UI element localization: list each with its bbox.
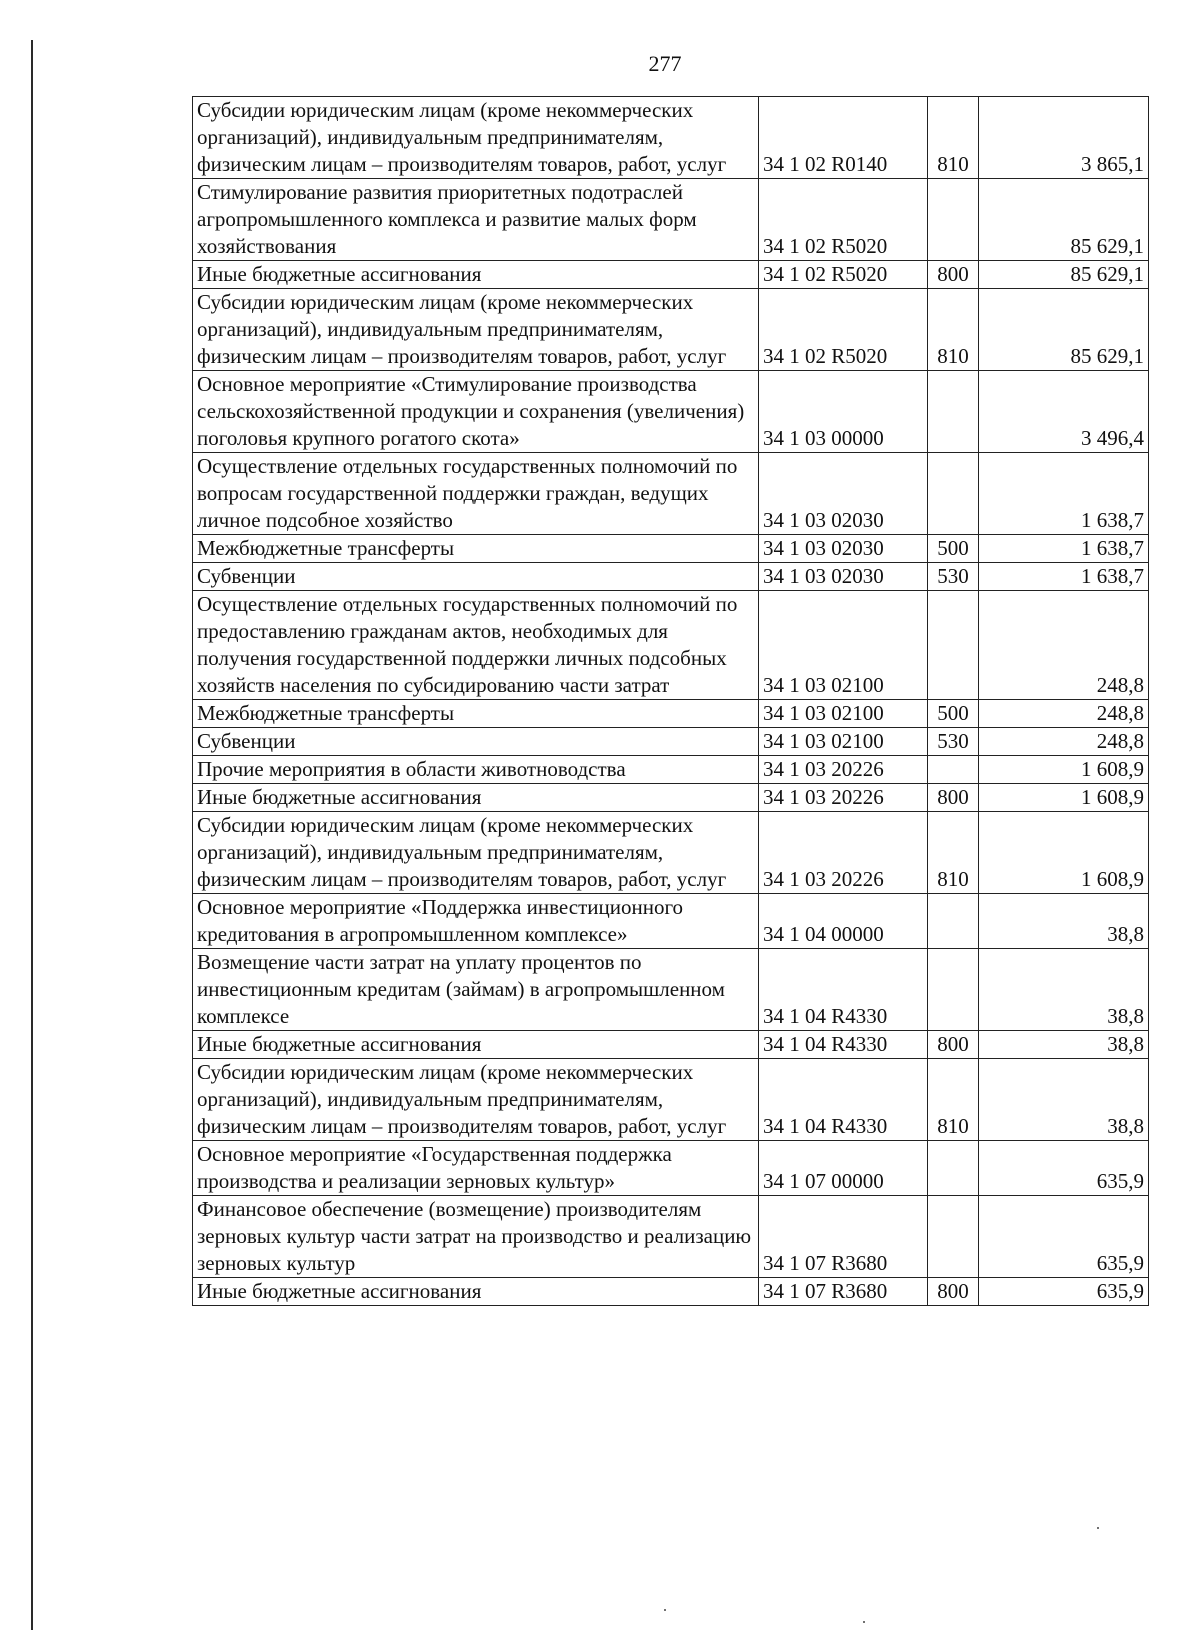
row-code-cell: 34 1 04 R4330 (759, 949, 928, 1031)
table-row (193, 289, 1149, 371)
row-sum-cell: 635,9 (979, 1278, 1149, 1306)
row-sum-cell: 38,8 (979, 1059, 1149, 1141)
row-sum-cell: 38,8 (979, 894, 1149, 949)
row-name-cell: Основное мероприятие «Государственная поддержка производства и реализации зерновых культур» (193, 1141, 759, 1196)
row-code-cell: 34 1 03 02030 (759, 453, 928, 535)
scan-speck (863, 1621, 865, 1623)
row-name-cell: Межбюджетные трансферты (193, 535, 759, 563)
table-row (193, 1196, 1149, 1278)
row-expense-type-cell (928, 949, 979, 1031)
row-name-cell: Иные бюджетные ассигнования (193, 1031, 759, 1059)
row-sum-cell: 1 638,7 (979, 563, 1149, 591)
table-row (193, 591, 1149, 700)
row-code-cell: 34 1 07 00000 (759, 1141, 928, 1196)
row-expense-type-cell: 500 (928, 535, 979, 563)
row-expense-type-cell: 800 (928, 784, 979, 812)
row-code-cell: 34 1 03 20226 (759, 756, 928, 784)
row-name-cell: Осуществление отдельных государственных полномочий по вопросам государственной поддержки граждан, ведущих личное подсобное хозяйство (193, 453, 759, 535)
row-name-cell: Субвенции (193, 563, 759, 591)
row-code-cell: 34 1 04 00000 (759, 894, 928, 949)
row-expense-type-cell: 810 (928, 97, 979, 179)
row-sum-cell: 38,8 (979, 949, 1149, 1031)
row-name-cell: Финансовое обеспечение (возмещение) производителям зерновых культур части затрат на производство и реализацию зерновых культур (193, 1196, 759, 1278)
row-sum-cell: 1 638,7 (979, 535, 1149, 563)
row-name-cell: Стимулирование развития приоритетных подотраслей агропромышленного комплекса и развитие малых форм хозяйствования (193, 179, 759, 261)
left-margin-line (31, 40, 33, 1630)
row-name-cell: Субвенции (193, 728, 759, 756)
row-sum-cell: 85 629,1 (979, 261, 1149, 289)
row-sum-cell: 635,9 (979, 1196, 1149, 1278)
row-sum-cell: 38,8 (979, 1031, 1149, 1059)
row-name-cell: Межбюджетные трансферты (193, 700, 759, 728)
row-expense-type-cell (928, 1141, 979, 1196)
row-name-cell: Иные бюджетные ассигнования (193, 1278, 759, 1306)
budget-table (192, 96, 1149, 1306)
row-expense-type-cell (928, 1196, 979, 1278)
table-row (193, 371, 1149, 453)
row-name-cell: Осуществление отдельных государственных полномочий по предоставлению гражданам актов, необходимых для получения государственной поддержки личных подсобных хозяйств населения по субсидированию части затрат (193, 591, 759, 700)
row-sum-cell: 248,8 (979, 591, 1149, 700)
row-code-cell: 34 1 07 R3680 (759, 1278, 928, 1306)
row-expense-type-cell: 810 (928, 289, 979, 371)
row-code-cell: 34 1 07 R3680 (759, 1196, 928, 1278)
table-row (193, 1278, 1149, 1306)
table-row (193, 535, 1149, 563)
row-expense-type-cell: 810 (928, 812, 979, 894)
row-code-cell: 34 1 03 20226 (759, 812, 928, 894)
row-code-cell: 34 1 03 02100 (759, 700, 928, 728)
row-expense-type-cell (928, 756, 979, 784)
row-sum-cell: 1 608,9 (979, 756, 1149, 784)
row-expense-type-cell: 800 (928, 1278, 979, 1306)
row-name-cell: Иные бюджетные ассигнования (193, 261, 759, 289)
row-code-cell: 34 1 03 02100 (759, 591, 928, 700)
row-sum-cell: 85 629,1 (979, 179, 1149, 261)
row-sum-cell: 635,9 (979, 1141, 1149, 1196)
row-sum-cell: 3 865,1 (979, 97, 1149, 179)
row-expense-type-cell: 800 (928, 261, 979, 289)
table-row (193, 1031, 1149, 1059)
row-code-cell: 34 1 02 R0140 (759, 97, 928, 179)
table-row (193, 453, 1149, 535)
table-row (193, 261, 1149, 289)
row-sum-cell: 1 638,7 (979, 453, 1149, 535)
row-code-cell: 34 1 04 R4330 (759, 1059, 928, 1141)
table-row (193, 894, 1149, 949)
row-code-cell: 34 1 03 00000 (759, 371, 928, 453)
page-number: 277 (648, 51, 682, 76)
table-row (193, 179, 1149, 261)
row-name-cell: Прочие мероприятия в области животноводства (193, 756, 759, 784)
row-code-cell: 34 1 03 02100 (759, 728, 928, 756)
row-sum-cell: 3 496,4 (979, 371, 1149, 453)
row-expense-type-cell: 810 (928, 1059, 979, 1141)
row-expense-type-cell (928, 453, 979, 535)
row-expense-type-cell: 530 (928, 728, 979, 756)
row-sum-cell: 1 608,9 (979, 812, 1149, 894)
row-name-cell: Основное мероприятие «Стимулирование производства сельскохозяйственной продукции и сохранения (увеличения) поголовья крупного рогатого скота» (193, 371, 759, 453)
row-code-cell: 34 1 04 R4330 (759, 1031, 928, 1059)
row-name-cell: Иные бюджетные ассигнования (193, 784, 759, 812)
row-expense-type-cell: 500 (928, 700, 979, 728)
row-sum-cell: 248,8 (979, 728, 1149, 756)
table-row (193, 1141, 1149, 1196)
row-expense-type-cell: 800 (928, 1031, 979, 1059)
row-code-cell: 34 1 03 02030 (759, 535, 928, 563)
table-row (193, 700, 1149, 728)
row-expense-type-cell: 530 (928, 563, 979, 591)
row-expense-type-cell (928, 371, 979, 453)
row-name-cell: Субсидии юридическим лицам (кроме некоммерческих организаций), индивидуальным предпринимателям, физическим лицам – производителям товаров, работ, услуг (193, 97, 759, 179)
row-name-cell: Основное мероприятие «Поддержка инвестиционного кредитования в агропромышленном комплексе» (193, 894, 759, 949)
table-row (193, 728, 1149, 756)
row-sum-cell: 248,8 (979, 700, 1149, 728)
row-expense-type-cell (928, 179, 979, 261)
row-code-cell: 34 1 02 R5020 (759, 289, 928, 371)
row-name-cell: Субсидии юридическим лицам (кроме некоммерческих организаций), индивидуальным предпринимателям, физическим лицам – производителям товаров, работ, услуг (193, 812, 759, 894)
scan-speck (664, 1609, 666, 1611)
table-row (193, 97, 1149, 179)
scan-speck (1097, 1527, 1099, 1529)
row-sum-cell: 1 608,9 (979, 784, 1149, 812)
table-row (193, 563, 1149, 591)
row-name-cell: Субсидии юридическим лицам (кроме некоммерческих организаций), индивидуальным предпринимателям, физическим лицам – производителям товаров, работ, услуг (193, 289, 759, 371)
row-name-cell: Возмещение части затрат на уплату процентов по инвестиционным кредитам (займам) в агропромышленном комплексе (193, 949, 759, 1031)
row-sum-cell: 85 629,1 (979, 289, 1149, 371)
table-row (193, 1059, 1149, 1141)
row-name-cell: Субсидии юридическим лицам (кроме некоммерческих организаций), индивидуальным предпринимателям, физическим лицам – производителям товаров, работ, услуг (193, 1059, 759, 1141)
table-row (193, 949, 1149, 1031)
budget-table-body (193, 97, 1149, 1306)
row-expense-type-cell (928, 591, 979, 700)
row-code-cell: 34 1 02 R5020 (759, 261, 928, 289)
row-code-cell: 34 1 02 R5020 (759, 179, 928, 261)
table-row (193, 812, 1149, 894)
table-row (193, 784, 1149, 812)
row-code-cell: 34 1 03 20226 (759, 784, 928, 812)
table-row (193, 756, 1149, 784)
row-expense-type-cell (928, 894, 979, 949)
row-code-cell: 34 1 03 02030 (759, 563, 928, 591)
